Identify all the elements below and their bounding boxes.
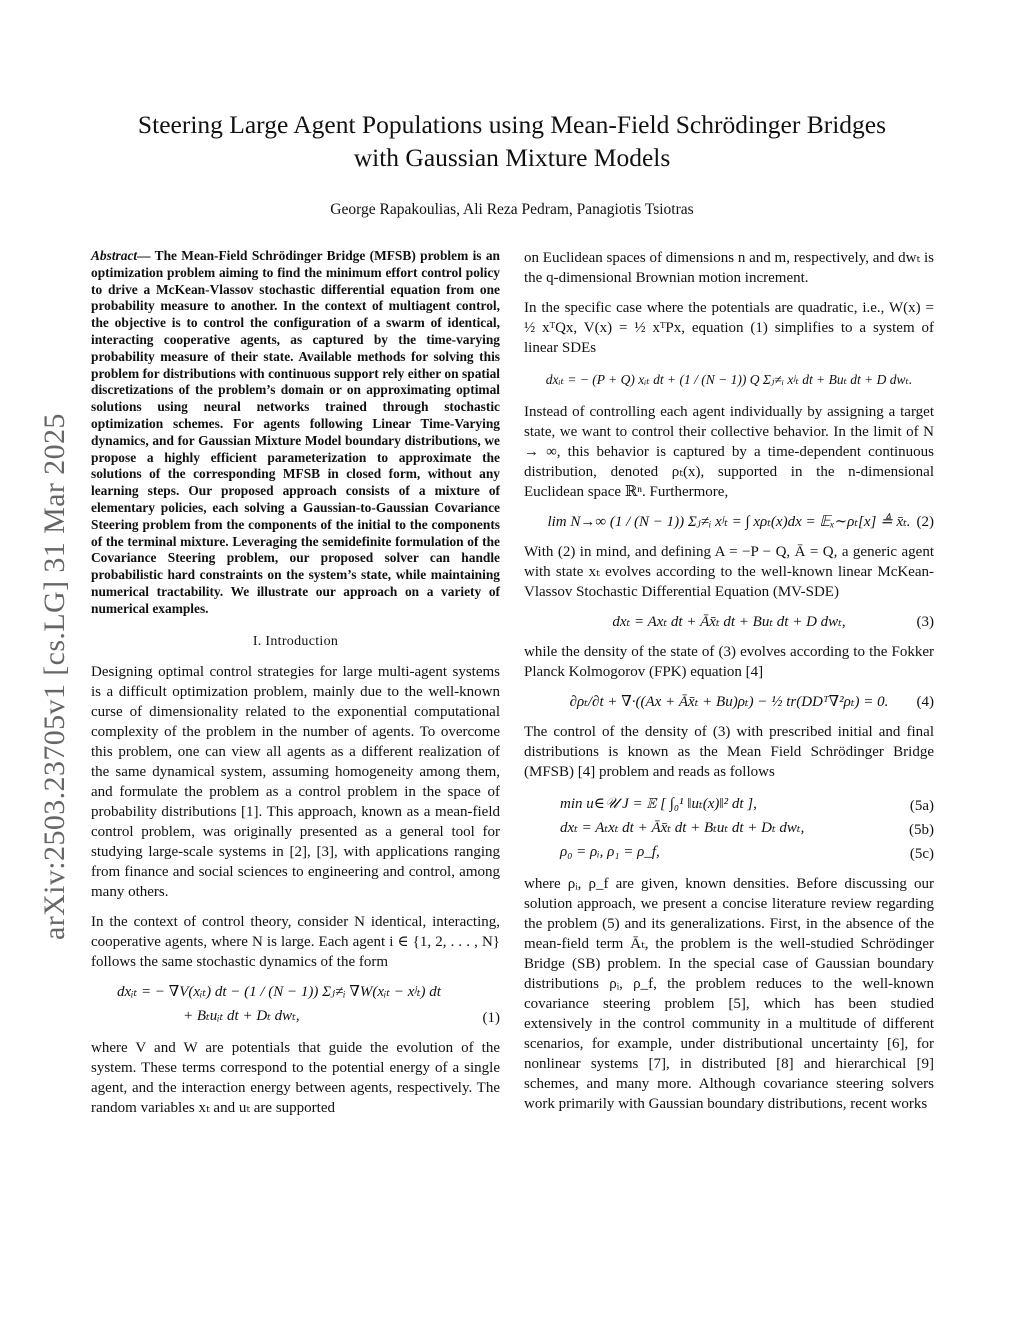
equation-5c-number: (5c) (909, 846, 934, 862)
equation-4-body: ∂ρₜ/∂t + ∇·((Ax + Āx̄ₜ + Bu)ρₜ) − ½ tr(DDᵀ∇²ρₜ) = 0. (569, 694, 889, 710)
abstract-text: — The Mean-Field Schrödinger Bridge (MFSB) problem is an optimization problem aiming to find the minimum effort control policy to drive a McKean-Vlassov stochastic differential equation from one probability measure to another. In the context of multiagent control, the objective is to control the configuration of a swarm of identical, interacting cooperative agents, as captured by the time-varying probability measure of their state. Available methods for solving this problem for distributions with continuous support rely either on spatial discretizations of the problem’s domain or on approximating optimal solutions using neural networks trained through stochastic optimization schemes. For agents following Linear Time-Varying dynamics, and for Gaussian Mixture Model boundary distributions, we propose a highly efficient parameterization to approximate the solutions of the corresponding MFSB in closed form, without any learning steps. Our proposed approach consists of a mixture of elementary policies, each solving a Gaussian-to-Gaussian Covariance Steering problem from the components of the initial to the components of the terminal mixture. Leveraging the semidefinite formulation of the Covariance Steering problem, our proposed solver can handle probabilistic hard constraints on the system’s state, while maintaining numerical tractability. We illustrate our approach on a variety of numerical examples. (91, 248, 500, 616)
equation-1-number: (1) (482, 1009, 500, 1026)
author-list: George Rapakoulias, Ali Reza Pedram, Panagiotis Tsiotras (330, 201, 694, 218)
abstract-label: Abstract (91, 248, 138, 263)
right-paragraph-1: on Euclidean spaces of dimensions n and m, respectively, and dwₜ is the q-dimensional Brownian motion increment. (524, 250, 934, 286)
right-paragraph-4: With (2) in mind, and defining A = −P − Q, Ā = Q, a generic agent with state xₜ evolves according to the well-known linear McKean-Vlassov Stochastic Differential Equation (MV-SDE) (524, 544, 934, 600)
right-paragraph-7: where ρᵢ, ρ_f are given, known densities. Before discussing our solution approach, we present a concise literature review regarding the problem (5) and its generalizations. First, in the absence of the mean-field term Āₜ, the problem is the well-studied Schrödinger Bridge (SB) problem. In the special case of Gaussian boundary distributions ρᵢ, ρ_f, the problem reduces to the well-known covariance steering problem [5], which has been studied extensively in the control community in a multitude of different scenarios, for example, under distributional uncertainty [6], for nonlinear systems [7], in distributed [8] and hierarchical [9] schemes, and many more. Although covariance steering solvers work primarily with Gaussian boundary distributions, recent works (524, 876, 934, 1112)
right-paragraph-6: The control of the density of (3) with prescribed initial and final distributions is known as the Mean Field Schrödinger Bridge (MFSB) [4] problem and reads as follows (524, 724, 934, 780)
equation-5b-number: (5b) (909, 822, 934, 838)
arxiv-id: arXiv:2503.23705v1 [cs.LG] 31 Mar 2025 (38, 413, 71, 940)
equation-4-number: (4) (916, 694, 934, 710)
equation-1 (91, 982, 500, 1030)
equation-5 (524, 794, 934, 866)
equation-2 (524, 512, 934, 532)
right-paragraph-3: Instead of controlling each agent individually by assigning a target state, we want to control their collective behavior. In the limit of N → ∞, this behavior is captured by a time-dependent continuous distribution, denoted ρₜ(x), supported in the n-dimensional Euclidean space ℝⁿ. Furthermore, (524, 404, 934, 500)
intro-paragraph-2: In the context of control theory, consider N identical, interacting, cooperative agents, where N is large. Each agent i ∈ {1, 2, . . . , N} follows the same stochastic dynamics of the form (91, 913, 500, 970)
section-heading: I. Introduction (252, 633, 339, 649)
equation-2-body: lim N→∞ (1 / (N − 1)) Σⱼ≠ᵢ xʲₜ = ∫ xρₜ(x)dx = 𝔼ₓ∼ρₜ[x] ≜ x̄ₜ. (547, 514, 911, 530)
equation-3-number: (3) (916, 614, 934, 630)
equation-4 (524, 692, 934, 712)
equation-linear-sde: dxᵢₜ = − (P + Q) xᵢₜ dt + (1 / (N − 1)) Q Σⱼ≠ᵢ xʲₜ dt + Buₜ dt + D dwₜ. (545, 372, 913, 387)
right-paragraph-5: while the density of the state of (3) evolves according to the Fokker Planck Kolmogorov (FPK) equation [4] (524, 644, 934, 680)
equation-1-line-1: dxᵢₜ = − ∇V(xᵢₜ) dt − (1 / (N − 1)) Σⱼ≠ᵢ ∇W(xᵢₜ − xʲₜ) dt (117, 983, 441, 1000)
arxiv-sidebar (38, 413, 78, 980)
right-paragraph-2: In the specific case where the potentials are quadratic, i.e., W(x) = ½ xᵀQx, V(x) = ½ xᵀPx, equation (1) simplifies to a system of linear SDEs (524, 300, 934, 356)
abstract (91, 248, 500, 618)
intro-paragraph-3: where V and W are potentials that guide the evolution of the system. These terms correspond to the potential energy of a single agent, and the interaction energy between agents, respectively. The random variables xₜ and uₜ are supported (91, 1039, 500, 1116)
intro-paragraph-1: Designing optimal control strategies for large multi-agent systems is a difficult optimization problem, mainly due to the well-known curse of dimensionality related to the exponential computational complexity of the problem in the number of agents. To overcome this problem, one can view all agents as a different realization of the same dynamical system, assuming homogeneity among them, and formulate the problem as a control problem in the space of probability distributions [1]. This approach, known as a mean-field control problem, was originally presented as a general tool for studying large-scale systems in [2], [3], with applications ranging from finance and social sciences to engineering and control, among many others. (91, 663, 500, 900)
title-line-1: Steering Large Agent Populations using Mean-Field Schrödinger Bridges (137, 110, 887, 139)
equation-2-number: (2) (916, 514, 934, 530)
right-column (524, 248, 934, 1114)
equation-3 (524, 612, 934, 632)
equation-5a-body: min u∈𝒰 J = 𝔼 [ ∫₀¹ ‖uₜ(x)‖² dt ], (560, 796, 757, 812)
equation-5a-number: (5a) (909, 798, 934, 814)
paper-title (60, 108, 964, 174)
title-line-2: with Gaussian Mixture Models (353, 143, 671, 172)
left-column (91, 248, 500, 1118)
equation-3-body: dxₜ = Axₜ dt + Āx̄ₜ dt + Buₜ dt + D dwₜ, (612, 614, 846, 630)
equation-5c-body: ρ₀ = ρᵢ, ρ₁ = ρ_f, (560, 844, 660, 860)
equation-1-line-2: + Bₜuᵢₜ dt + Dₜ dwₜ, (183, 1007, 300, 1024)
equation-5b-body: dxₜ = Aₜxₜ dt + Āx̄ₜ dt + Bₜuₜ dt + Dₜ dwₜ, (560, 820, 805, 836)
